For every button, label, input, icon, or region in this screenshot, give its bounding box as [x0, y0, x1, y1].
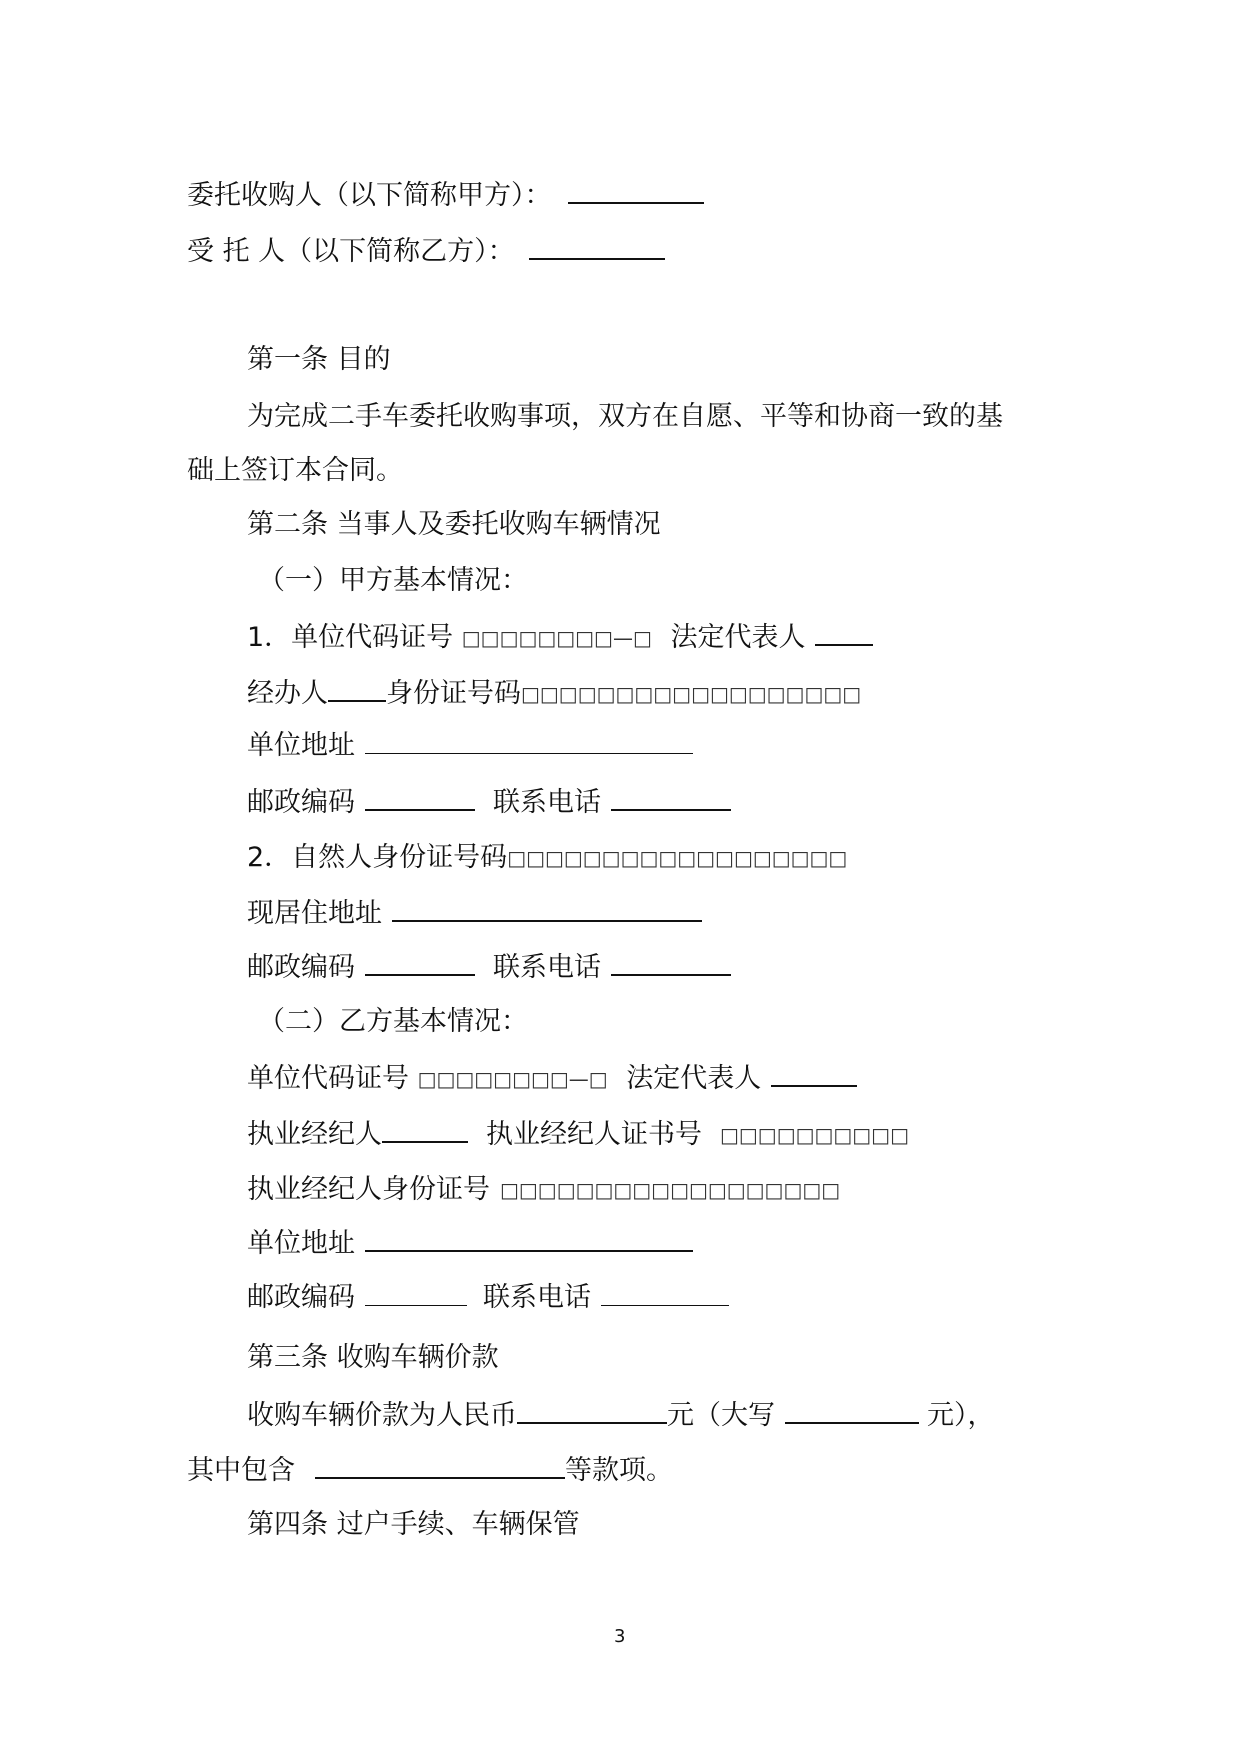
residence-blank[interactable]	[392, 896, 702, 922]
party-b-org-code-label: 单位代码证号	[247, 1063, 409, 1094]
broker-cert-boxes[interactable]: □□□□□□□□□□	[720, 1123, 909, 1147]
party-a-phone2-label: 联系电话	[493, 952, 601, 983]
includes-blank[interactable]	[315, 1453, 565, 1479]
party-a-id-label: 身份证号码	[386, 678, 521, 709]
price-unit: 元（大写	[667, 1400, 775, 1431]
party-b-line	[187, 234, 665, 269]
article3-title: 第三条 收购车辆价款	[247, 1342, 499, 1373]
includes-line	[187, 1453, 673, 1488]
party-b-blank[interactable]	[529, 234, 665, 260]
party-b-address-label: 单位地址	[247, 1228, 355, 1259]
party-a-line	[187, 178, 704, 213]
party-a-contact-line	[247, 785, 731, 820]
party-b-label: 受 托 人（以下简称乙方）：	[187, 236, 515, 267]
party-a-org-code-label: 1．单位代码证号	[247, 622, 454, 653]
natural-person-id-boxes[interactable]: □□□□□□□□□□□□□□□□□□	[507, 846, 848, 870]
party-b-contact-line	[247, 1281, 729, 1315]
article1-body-line2: 础上签订本合同。	[187, 455, 403, 486]
page-number: 3	[614, 1626, 626, 1647]
price-prefix: 收购车辆价款为人民币	[247, 1400, 517, 1431]
broker-blank[interactable]	[382, 1117, 468, 1143]
natural-person-id-line	[247, 841, 847, 875]
party-b-phone-blank[interactable]	[601, 1281, 729, 1306]
party-a-heading: （一）甲方基本情况：	[258, 565, 528, 596]
party-b-org-code-boxes[interactable]: □□□□□□□□—□	[417, 1067, 608, 1091]
broker-cert-label: 执业经纪人证书号	[486, 1119, 702, 1150]
article2-title: 第二条 当事人及委托收购车辆情况	[247, 509, 661, 540]
party-a-id-boxes[interactable]: □□□□□□□□□□□□□□□□□□	[521, 682, 862, 706]
price-amount-blank[interactable]	[517, 1398, 667, 1424]
price-line	[247, 1398, 995, 1433]
party-b-address-line	[247, 1226, 693, 1261]
price-capital-blank[interactable]	[785, 1398, 919, 1424]
party-a-legal-rep-label: 法定代表人	[670, 622, 806, 653]
party-a-phone-label: 联系电话	[493, 787, 601, 818]
party-a-postcode-blank[interactable]	[365, 785, 475, 811]
broker-id-boxes[interactable]: □□□□□□□□□□□□□□□□□□	[500, 1178, 841, 1202]
party-a-phone-blank[interactable]	[611, 785, 731, 811]
broker-label: 执业经纪人	[247, 1119, 382, 1150]
article1-title: 第一条 目的	[247, 344, 391, 375]
party-a-agent-label: 经办人	[247, 678, 328, 709]
price-unit-end: 元），	[927, 1400, 995, 1431]
party-a-blank[interactable]	[568, 178, 704, 204]
broker-line	[247, 1117, 909, 1152]
party-a-agent-blank[interactable]	[328, 676, 386, 702]
party-a-address-line	[247, 729, 693, 763]
party-a-postcode2-label: 邮政编码	[247, 952, 355, 983]
residence-line	[247, 896, 702, 931]
party-a-postcode2-blank[interactable]	[365, 950, 475, 976]
article4-title: 第四条 过户手续、车辆保管	[247, 1509, 580, 1540]
party-a-org-code-line	[247, 620, 873, 655]
party-a-contact2-line	[247, 950, 731, 985]
party-a-org-code-boxes[interactable]: □□□□□□□□—□	[461, 626, 652, 650]
party-a-postcode-label: 邮政编码	[247, 787, 355, 818]
party-a-agent-line	[247, 676, 861, 711]
party-a-label: 委托收购人（以下简称甲方）：	[187, 180, 552, 211]
party-a-address-label: 单位地址	[247, 730, 355, 761]
party-a-phone2-blank[interactable]	[611, 950, 731, 976]
article1-body-line1: 为完成二手车委托收购事项，双方在自愿、平等和协商一致的基	[247, 401, 1003, 432]
party-b-org-code-line	[247, 1061, 857, 1096]
party-b-legal-rep-blank[interactable]	[771, 1061, 857, 1087]
party-b-legal-rep-label: 法定代表人	[626, 1063, 762, 1094]
party-a-legal-rep-blank[interactable]	[815, 620, 873, 646]
party-b-postcode-blank[interactable]	[365, 1281, 467, 1306]
includes-prefix: 其中包含	[187, 1455, 295, 1486]
natural-person-id-label: 2．自然人身份证号码	[247, 842, 508, 873]
includes-suffix: 等款项。	[565, 1455, 673, 1486]
party-b-postcode-label: 邮政编码	[247, 1282, 355, 1313]
party-b-heading: （二）乙方基本情况：	[258, 1006, 528, 1037]
broker-id-line	[247, 1173, 840, 1207]
broker-id-label: 执业经纪人身份证号	[247, 1174, 490, 1205]
party-b-address-blank[interactable]	[365, 1226, 693, 1252]
party-a-address-blank[interactable]	[365, 729, 693, 754]
residence-label: 现居住地址	[247, 898, 382, 929]
party-b-phone-label: 联系电话	[483, 1282, 591, 1313]
